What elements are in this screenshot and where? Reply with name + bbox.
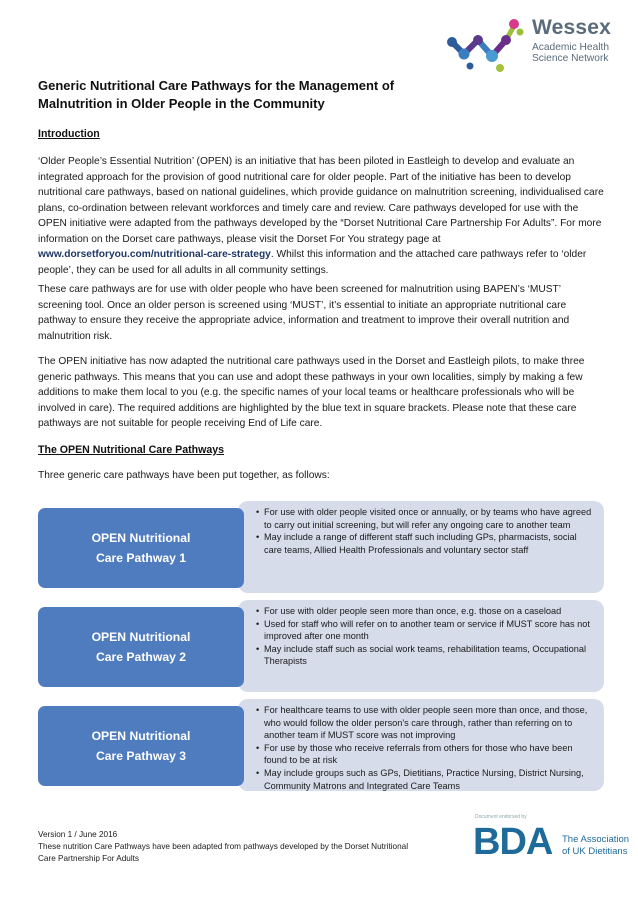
pathway-2-bullets [256, 605, 596, 668]
bda-endorsed-text: Document endorsed by [475, 814, 527, 820]
pathway-2 [38, 600, 604, 692]
pathway-1-bullets [256, 506, 596, 556]
wessex-logo [440, 10, 620, 78]
pathway-2-bullet-3: • May include staff such as social work teams, rehabilitation teams, Occupational Therapists [256, 643, 596, 668]
pathway-2-title-line-1: OPEN Nutritional [91, 630, 191, 644]
pathways-heading: The OPEN Nutritional Care Pathways [38, 444, 225, 456]
pathway-1-bullet-2: • May include a range of different staff such including GPs, pharmacists, social care teams, Allied Health Professionals and voluntary sector staff [256, 531, 596, 556]
pathway-3-title-line-2: Care Pathway 3 [95, 749, 187, 763]
pathway-1-title-box [38, 508, 244, 588]
pathway-3-bullet-1: • For healthcare teams to use with older people seen more than once, and those, who would follow the older person's care through, rather than referring on to another team if MUST score was not improving [256, 704, 596, 742]
bda-assoc-line-1: The Association [562, 834, 630, 845]
pathway-2-title-line-2: Care Pathway 2 [95, 650, 187, 664]
footer-line-3: Care Partnership For Adults [38, 854, 140, 864]
bda-assoc-line-2: of UK Dietitians [562, 845, 628, 857]
footer-version: Version 1 / June 2016 [38, 830, 118, 839]
pathway-3-title-line-1: OPEN Nutritional [91, 729, 191, 743]
pathway-3-bullet-3: • May include groups such as GPs, Dietitians, Practice Nursing, District Nursing, Community Matrons and Integrated Care Teams [256, 767, 596, 792]
pathway-2-bullet-1: • For use with older people seen more than once, e.g. those on a caseload [256, 605, 596, 618]
bda-letters: BDA [473, 821, 553, 863]
pathway-1-title-line-2: Care Pathway 1 [95, 551, 187, 565]
pathway-1 [38, 501, 604, 593]
intro-p1-text-a: ‘Older People’s Essential Nutrition’ (OPEN) is an initiative that has been piloted in Eastleigh to develop and evaluate an integrated approach for the provision of good nutritional care for older people. Part of the initiative has been to develop nutritional care pathways, based on national guidelines, which provide guidance on malnutrition screening, individualised care plans, co-ordination between relevant workforces and timely care and review. Care pathways developed for use with the OPEN initiative were adapted from the pathways developed by the “Dorset Nutritional Care Partnership For Adults”. For more information on the Dorset care pathways, please visit the Dorset For You strategy page at [38, 156, 604, 245]
logo-line-2: Science Network [532, 53, 609, 64]
wessex-molecule-icon [440, 10, 530, 78]
bda-association-text [562, 834, 629, 857]
intro-paragraph-1 [38, 154, 604, 278]
pathway-1-bullet-1: • For use with older people visited once or annually, or by teams who have agreed to carry out initial screening, but will refer any ongoing care to another team [256, 506, 596, 531]
title-line-2: Malnutrition in Older People in the Community [38, 95, 325, 111]
pathways-intro: Three generic care pathways have been put together, as follows: [38, 470, 330, 481]
pathway-2-bullet-2: • Used for staff who will refer on to another team or service if MUST score has not improved after one month [256, 618, 596, 643]
document-title [38, 77, 458, 112]
pathway-3 [38, 699, 604, 791]
bda-logo [470, 814, 630, 874]
intro-paragraph-2: These care pathways are for use with older people who have been screened for malnutrition using BAPEN’s ‘MUST’ screening tool. Once an older person is screened using ‘MUST’, it’s essential to initiate an appropriate nutritional care pathway to ensure they receive the appropriate advice, information and treatment to improve their overall nutrition and malnutrition risk. [38, 284, 570, 342]
logo-line-1: Academic Health [532, 42, 610, 53]
introduction-heading: Introduction [38, 128, 100, 140]
pathway-3-title-box [38, 706, 244, 786]
intro-paragraph-3: The OPEN initiative has now adapted the nutritional care pathways used in the Dorset and Eastleigh pilots, to make three generic pathways. This means that you can use and adopt these pathways in your own localities, simply by making a few additions to make them local to you (e.g. the specific names of your local teams or healthcare professionals who will be involved in care). The required additions are highlighted by the blue text in square brackets. Please note that these care pathways are not suitable for people receiving End of Life care. [38, 356, 585, 429]
footer-line-2: These nutrition Care Pathways have been adapted from pathways developed by the Dorset Nutritional [38, 842, 409, 852]
pathway-2-title-box [38, 607, 244, 687]
pathway-3-bullets [256, 704, 596, 792]
dorset-strategy-link[interactable]: www.dorsetforyou.com/nutritional-care-strategy [38, 249, 271, 260]
footer [38, 829, 468, 866]
pathway-1-title-line-1: OPEN Nutritional [91, 531, 191, 545]
intro-p1-text-b: . Whilst this information and the attached care pathways refer to ‘older people’, they can be used for all adults in all community settings. [38, 249, 587, 276]
pathway-3-bullet-2: • For use by those who receive referrals from others for those who have been found to be at risk [256, 742, 596, 767]
title-line-1: Generic Nutritional Care Pathways for the Management of [38, 78, 395, 93]
logo-name: Wessex [532, 16, 612, 39]
